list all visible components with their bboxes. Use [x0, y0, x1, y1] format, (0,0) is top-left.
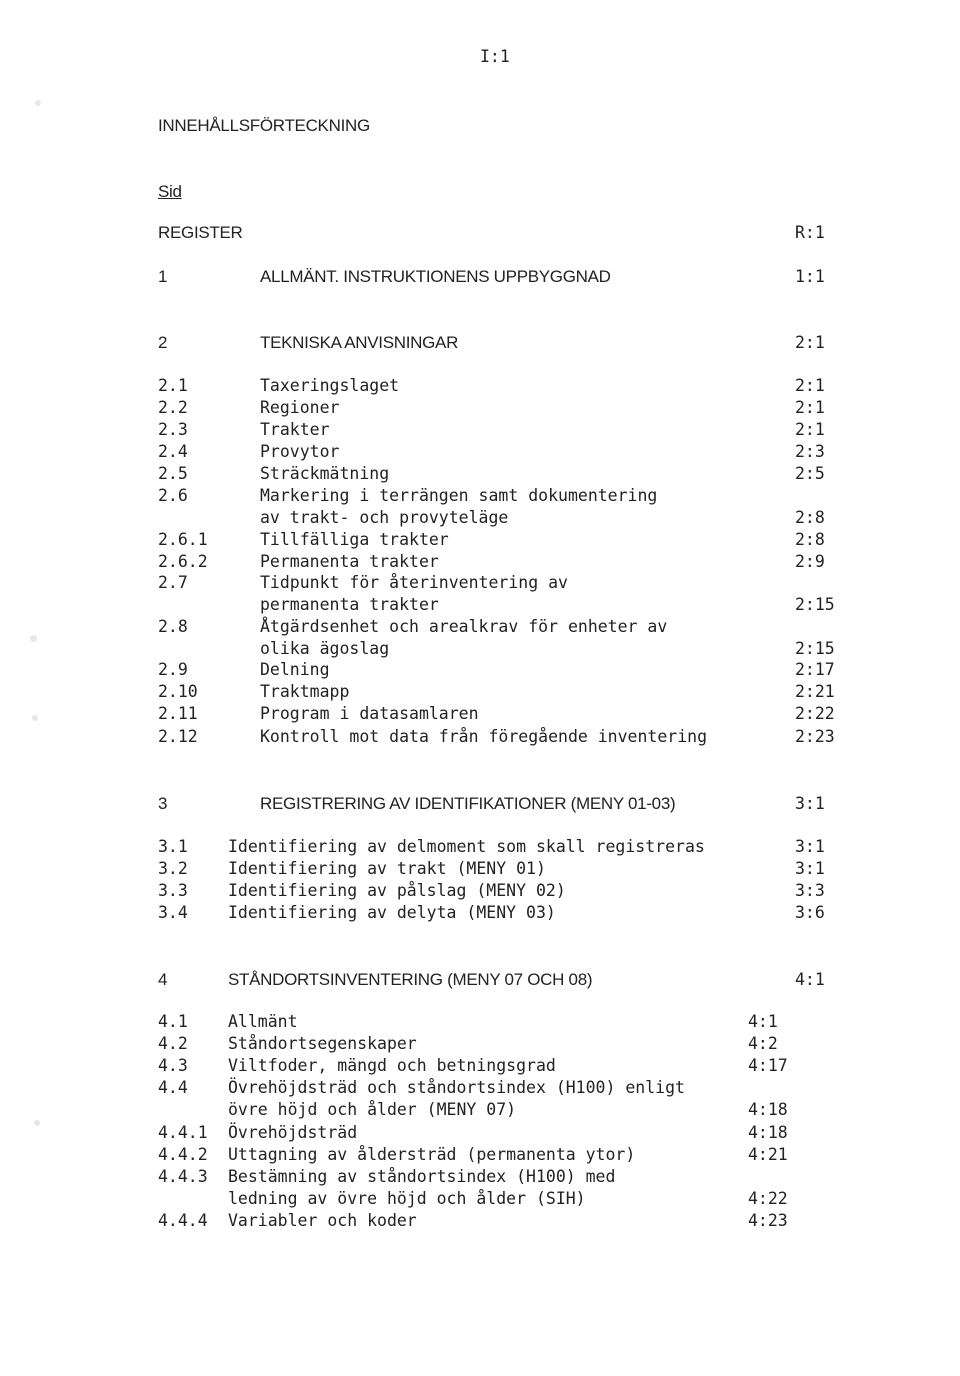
section-number: 3 — [158, 794, 168, 813]
toc-entry-page: 4:18 — [748, 1100, 788, 1119]
section-title: TEKNISKA ANVISNINGAR — [260, 333, 459, 352]
toc-entry-page: 2:8 — [795, 508, 825, 527]
toc-entry-text: Traktmapp — [260, 682, 350, 701]
toc-entry-number: 2.12 — [158, 727, 198, 746]
toc-entry-number: 3.1 — [158, 837, 188, 856]
toc-entry-number: 2.11 — [158, 704, 198, 723]
toc-entry-page: 3:3 — [795, 881, 825, 900]
toc-entry-text: Provytor — [260, 442, 340, 461]
toc-entry-number: 4.4.1 — [158, 1123, 208, 1142]
toc-entry-text: Identifiering av pålslag (MENY 02) — [228, 881, 566, 900]
toc-entry-page: 2:23 — [795, 727, 835, 746]
toc-entry-text: Markering i terrängen samt dokumentering — [260, 486, 658, 505]
toc-entry-text: Trakter — [260, 420, 330, 439]
toc-entry-number: 4.4 — [158, 1078, 188, 1097]
toc-entry-page: 2:15 — [795, 639, 835, 658]
toc-entry-number: 2.9 — [158, 660, 188, 679]
toc-entry-page: 4:18 — [748, 1123, 788, 1142]
toc-entry-number: 4.3 — [158, 1056, 188, 1075]
toc-entry-number: 4.4.2 — [158, 1145, 208, 1164]
toc-entry-page: 2:3 — [795, 442, 825, 461]
toc-entry-number: 2.6 — [158, 486, 188, 505]
toc-entry-text: Allmänt — [228, 1012, 298, 1031]
toc-entry-number: 2.6.1 — [158, 530, 208, 549]
toc-entry-text: Övrehöjdsträd och ståndortsindex (H100) enligt — [228, 1078, 685, 1097]
toc-entry-page: 4:17 — [748, 1056, 788, 1075]
page-title: INNEHÅLLSFÖRTECKNING — [158, 116, 370, 135]
toc-entry-number: 3.4 — [158, 903, 188, 922]
section-number: 2 — [158, 333, 168, 352]
toc-entry-number: 2.2 — [158, 398, 188, 417]
toc-entry-text-continued: ledning av övre höjd och ålder (SIH) — [228, 1189, 586, 1208]
toc-entry-text-continued: av trakt- och provyteläge — [260, 508, 509, 527]
toc-entry-page: 2:8 — [795, 530, 825, 549]
toc-entry-number: 2.7 — [158, 573, 188, 592]
toc-entry-text: Taxeringslaget — [260, 376, 400, 395]
toc-entry-text: Ståndortsegenskaper — [228, 1034, 417, 1053]
toc-entry-page: 2:9 — [795, 552, 825, 571]
toc-entry-text: Tillfälliga trakter — [260, 530, 449, 549]
toc-entry-number: 4.1 — [158, 1012, 188, 1031]
toc-entry-text: Kontroll mot data från föregående inventering — [260, 727, 708, 746]
register-page: R:1 — [795, 223, 825, 242]
toc-entry-text: Identifiering av delyta (MENY 03) — [228, 903, 556, 922]
toc-entry-text: Variabler och koder — [228, 1211, 417, 1230]
toc-entry-number: 2.8 — [158, 617, 188, 636]
page-header: I:1 — [480, 47, 510, 66]
toc-entry-page: 2:5 — [795, 464, 825, 483]
toc-entry-number: 4.2 — [158, 1034, 188, 1053]
section-page: 2:1 — [795, 333, 825, 352]
toc-entry-text-continued: olika ägoslag — [260, 639, 390, 658]
scan-speck — [30, 635, 37, 642]
section-title: STÅNDORTSINVENTERING (MENY 07 OCH 08) — [228, 970, 593, 989]
scan-speck — [34, 1120, 40, 1126]
toc-entry-text: Tidpunkt för återinventering av — [260, 573, 568, 592]
toc-entry-page: 4:23 — [748, 1211, 788, 1230]
toc-entry-page: 4:21 — [748, 1145, 788, 1164]
toc-entry-page: 2:1 — [795, 376, 825, 395]
register-label: REGISTER — [158, 223, 243, 242]
toc-entry-page: 4:1 — [748, 1012, 778, 1031]
section-title: REGISTRERING AV IDENTIFIKATIONER (MENY 01-03) — [260, 794, 676, 813]
toc-entry-number: 2.4 — [158, 442, 188, 461]
toc-entry-number: 2.3 — [158, 420, 188, 439]
toc-entry-page: 4:2 — [748, 1034, 778, 1053]
section-title: ALLMÄNT. INSTRUKTIONENS UPPBYGGNAD — [260, 267, 611, 286]
toc-entry-text: Delning — [260, 660, 330, 679]
toc-entry-number: 4.4.3 — [158, 1167, 208, 1186]
section-page: 4:1 — [795, 970, 825, 989]
toc-entry-number: 2.1 — [158, 376, 188, 395]
toc-entry-text: Åtgärdsenhet och arealkrav för enheter av — [260, 617, 668, 636]
toc-entry-page: 2:1 — [795, 398, 825, 417]
toc-entry-number: 3.3 — [158, 881, 188, 900]
section-page: 1:1 — [795, 267, 825, 286]
toc-entry-number: 2.6.2 — [158, 552, 208, 571]
toc-entry-page: 2:22 — [795, 704, 835, 723]
toc-entry-text: Regioner — [260, 398, 340, 417]
scan-speck — [35, 100, 41, 106]
toc-entry-number: 2.5 — [158, 464, 188, 483]
toc-entry-page: 3:1 — [795, 837, 825, 856]
section-page: 3:1 — [795, 794, 825, 813]
toc-entry-page: 4:22 — [748, 1189, 788, 1208]
toc-entry-text: Bestämning av ståndortsindex (H100) med — [228, 1167, 616, 1186]
toc-entry-page: 3:1 — [795, 859, 825, 878]
toc-entry-text: Uttagning av åldersträd (permanenta ytor) — [228, 1145, 636, 1164]
toc-entry-page: 2:21 — [795, 682, 835, 701]
toc-entry-text: Identifiering av delmoment som skall registreras — [228, 837, 705, 856]
toc-entry-number: 4.4.4 — [158, 1211, 208, 1230]
scan-speck — [32, 715, 38, 721]
toc-entry-page: 3:6 — [795, 903, 825, 922]
toc-entry-text: Program i datasamlaren — [260, 704, 479, 723]
toc-entry-text: Permanenta trakter — [260, 552, 439, 571]
toc-entry-text: Identifiering av trakt (MENY 01) — [228, 859, 546, 878]
toc-entry-text-continued: permanenta trakter — [260, 595, 439, 614]
toc-entry-page: 2:15 — [795, 595, 835, 614]
toc-entry-number: 2.10 — [158, 682, 198, 701]
toc-entry-page: 2:1 — [795, 420, 825, 439]
sid-label: Sid — [158, 182, 182, 201]
toc-entry-text: Viltfoder, mängd och betningsgrad — [228, 1056, 556, 1075]
toc-entry-text: Övrehöjdsträd — [228, 1123, 358, 1142]
section-number: 4 — [158, 970, 168, 989]
toc-entry-text: Sträckmätning — [260, 464, 390, 483]
toc-entry-text-continued: övre höjd och ålder (MENY 07) — [228, 1100, 517, 1119]
toc-entry-page: 2:17 — [795, 660, 835, 679]
section-number: 1 — [158, 267, 168, 286]
toc-entry-number: 3.2 — [158, 859, 188, 878]
